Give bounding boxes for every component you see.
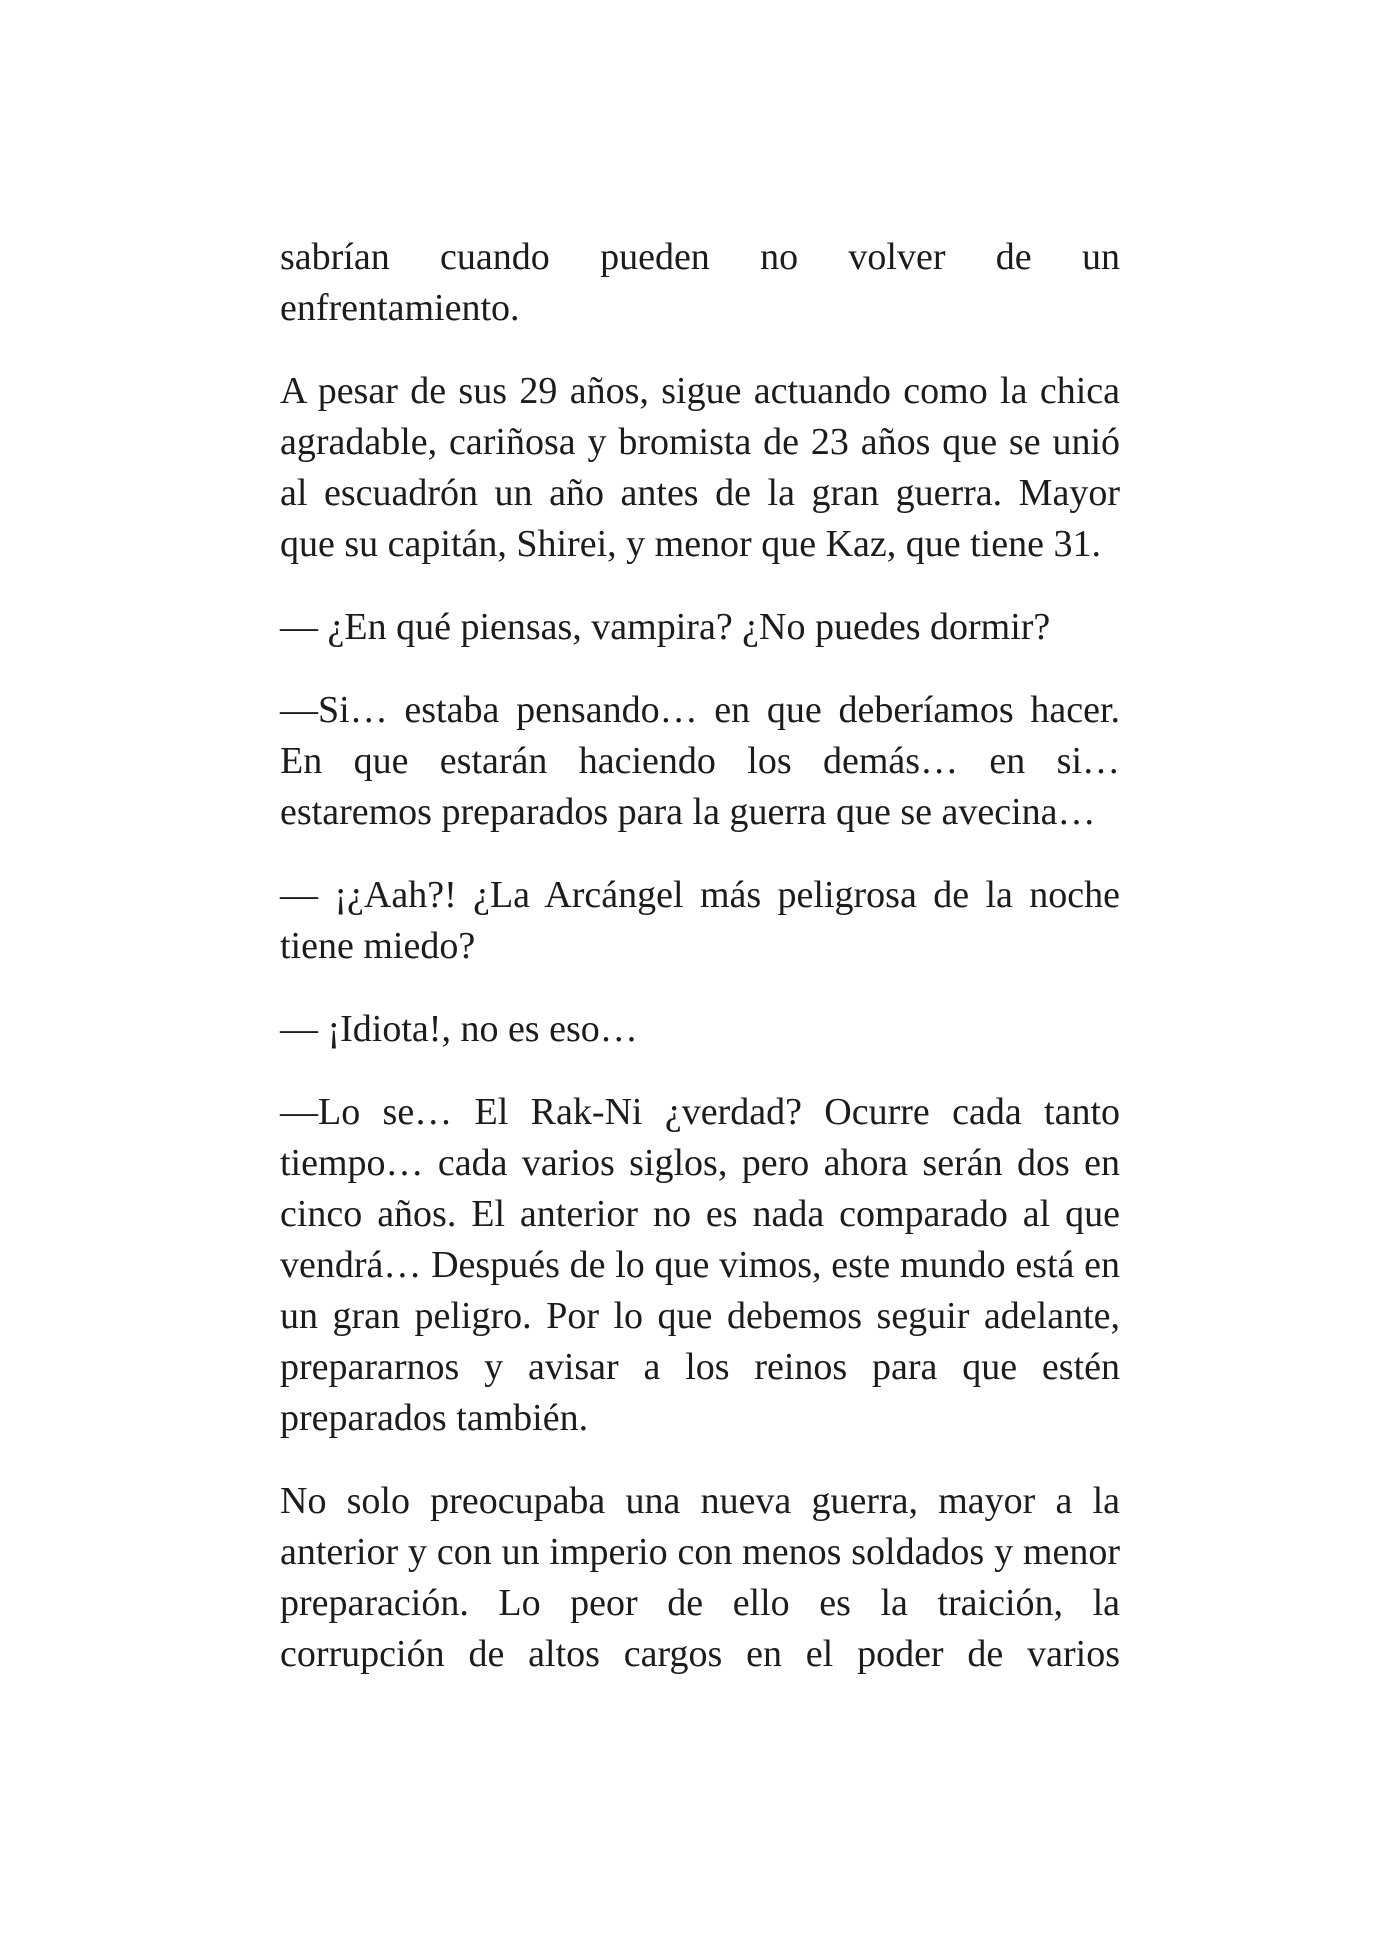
dialogue-line: — ¡Idiota!, no es eso… [280,1008,638,1050]
body-text [280,232,1120,1680]
dialogue-line: — ¡¿Aah?! ¿La Arcángel más peligrosa de la noche tiene miedo? [280,874,1120,967]
paragraph: sabrían cuando pueden no volver de un enfrentamiento. [280,236,1120,329]
dialogue-line: —Lo se… El Rak-Ni ¿verdad? Ocurre cada tanto tiempo… cada varios siglos, pero ahora serán dos en cinco años. El anterior no es nada comparado al que vendrá… Después de lo que vimos, este mundo está en un gran peligro. Por lo que debemos seguir adelante, prepararnos y avisar a los reinos para que estén preparados también. [280,1091,1120,1439]
paragraph: A pesar de sus 29 años, sigue actuando como la chica agradable, cariñosa y bromista de 23 años que se unió al escuadrón un año antes de la gran guerra. Mayor que su capitán, Shirei, y menor que Kaz, que tiene 31. [280,370,1120,565]
dialogue-line: — ¿En qué piensas, vampira? ¿No puedes dormir? [280,606,1051,648]
dialogue-line: —Si… estaba pensando… en que deberíamos hacer. En que estarán haciendo los demás… en si… estaremos preparados para la guerra que se avecina… [280,689,1120,833]
paragraph: No solo preocupaba una nueva guerra, mayor a la anterior y con un imperio con menos soldados y menor preparación. Lo peor de ello es la traición, la corrupción de altos cargos en el poder de varios [280,1480,1120,1675]
